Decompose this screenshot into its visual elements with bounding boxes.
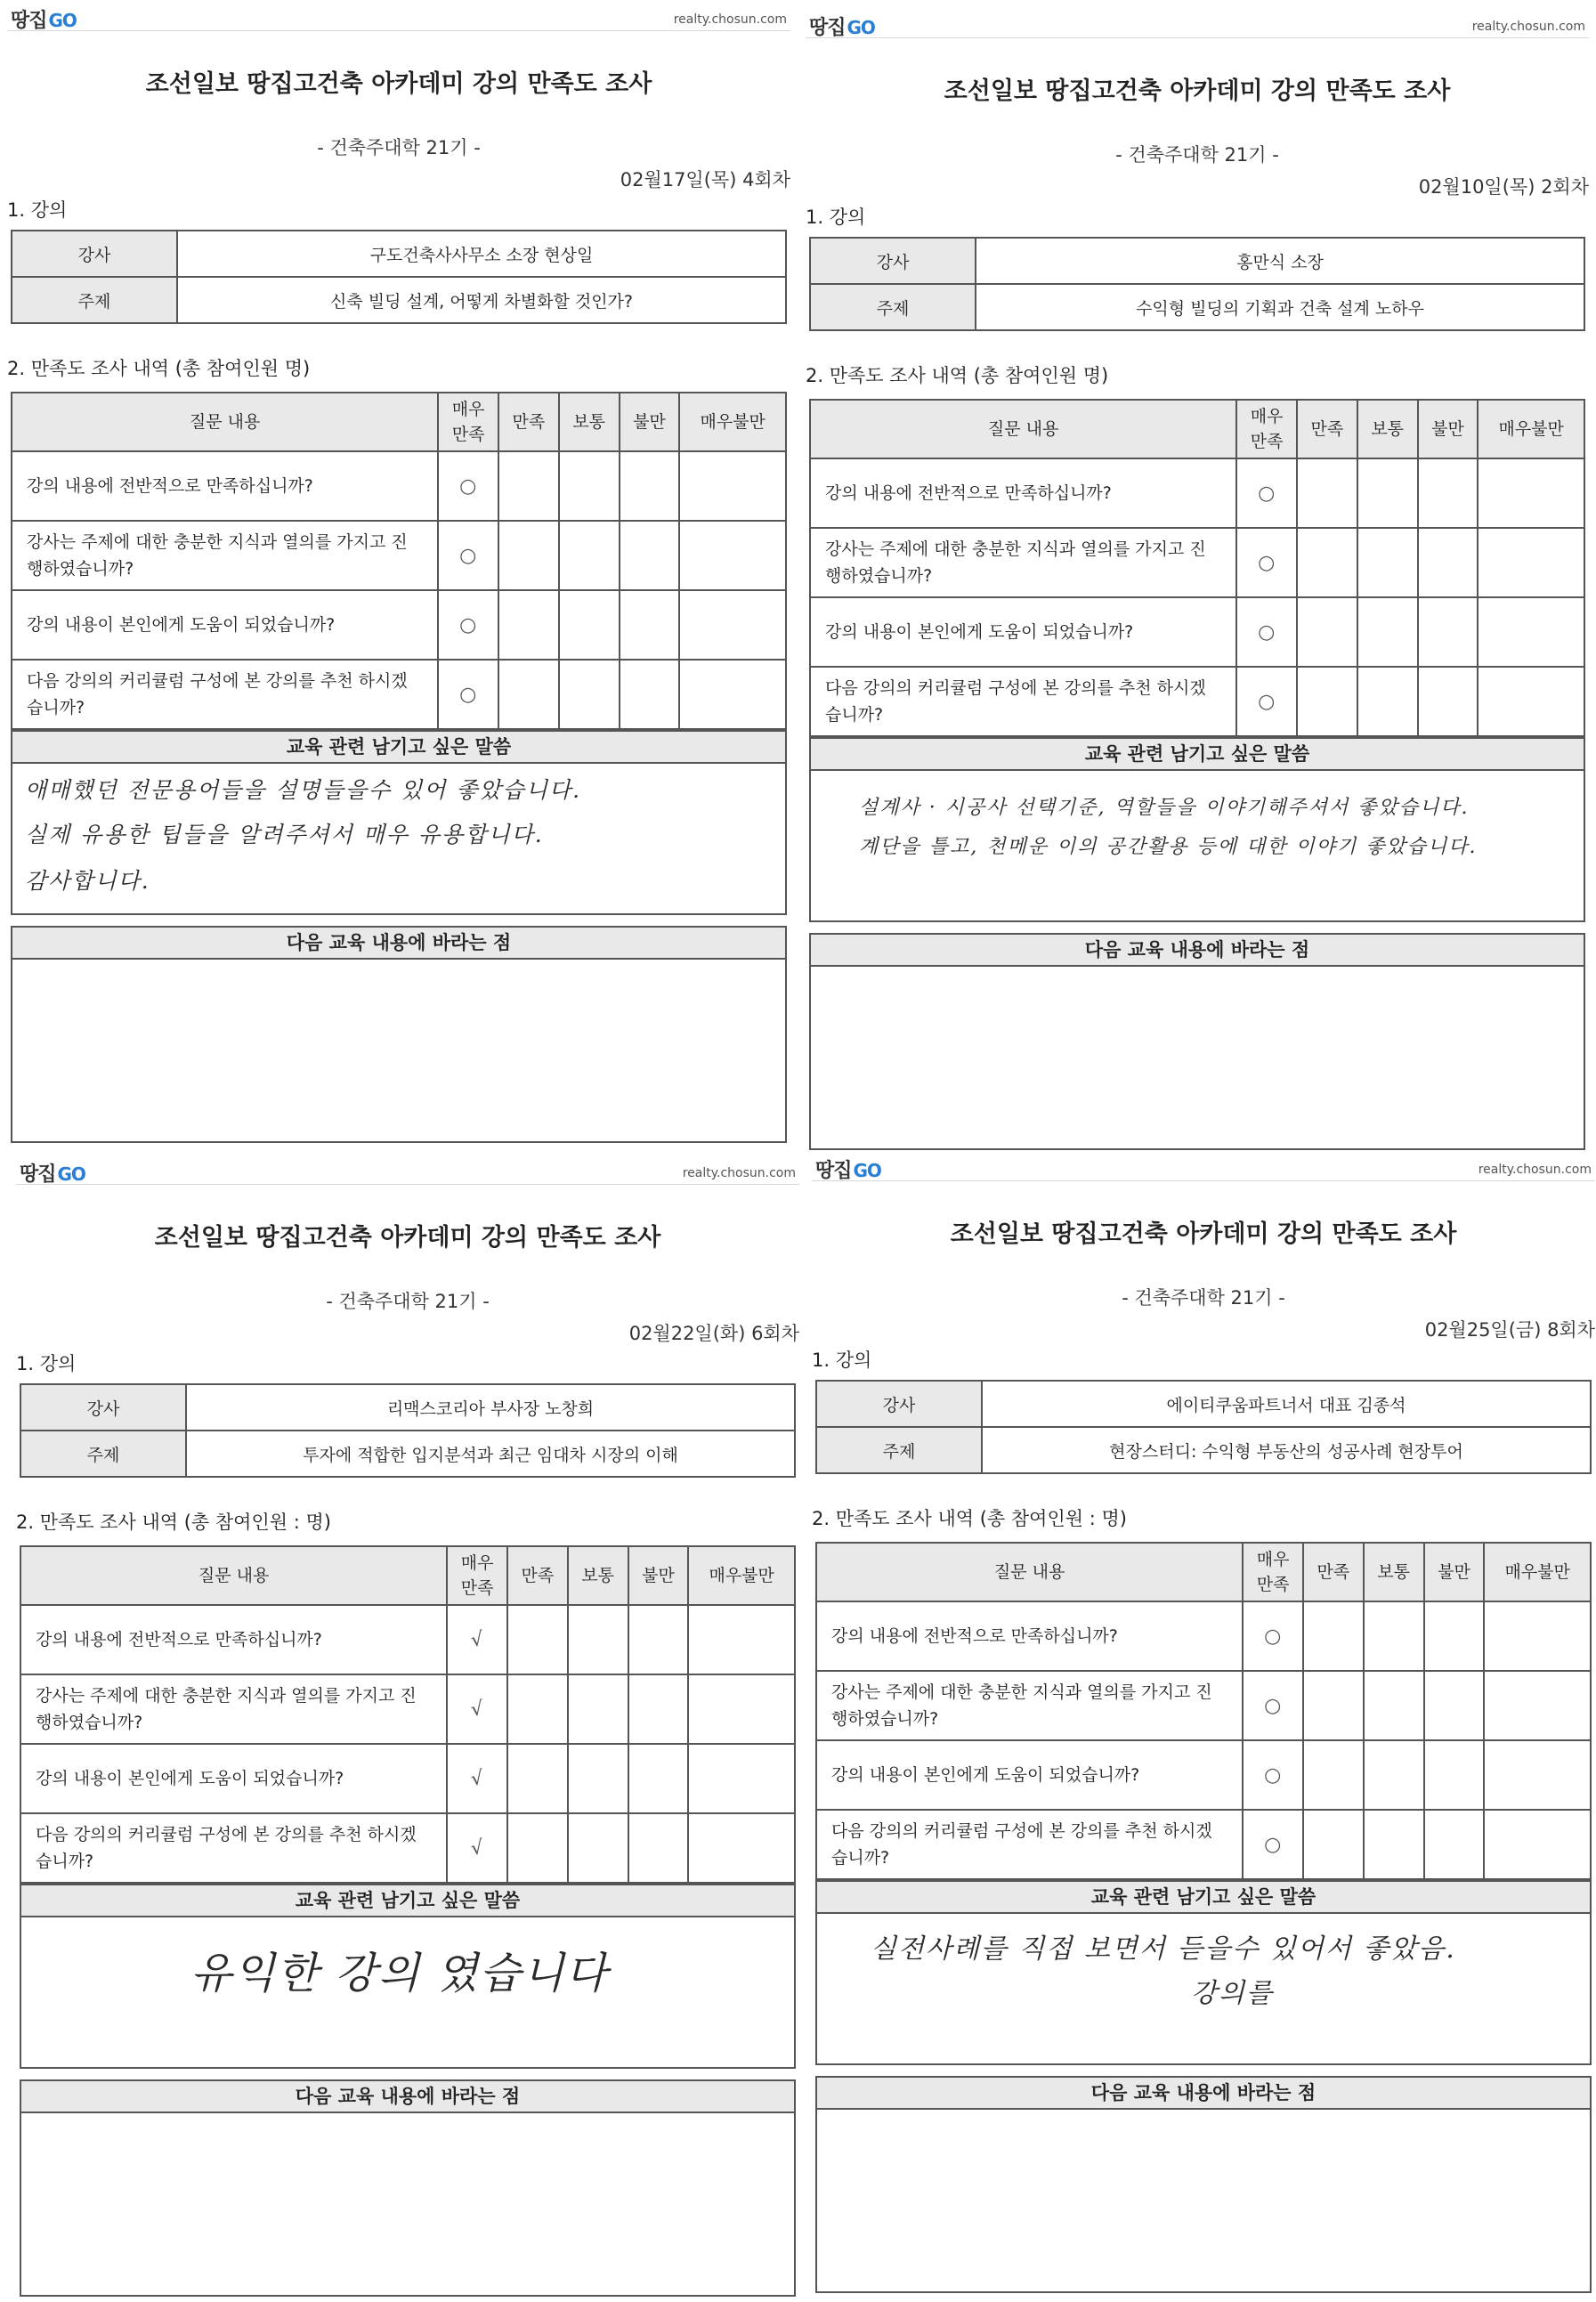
rating-cell[interactable]	[620, 451, 680, 521]
handwritten-comment: 실전사례를 직접 보면서 듣을수 있어서 좋았음.	[871, 1933, 1456, 1965]
rating-cell[interactable]	[1236, 597, 1297, 667]
question-text: 강사는 주제에 대한 충분한 지식과 열의를 가지고 진행하였습니까?	[20, 1674, 447, 1744]
section-satisfaction-heading: 2. 만족도 조사 내역 (총 참여인원 명)	[806, 365, 1109, 386]
rating-header: 매우 만족	[1243, 1543, 1303, 1601]
next-wishes-header: 다음 교육 내용에 바라는 점	[12, 928, 785, 960]
page-title: 조선일보 땅집고건축 아카데미 강의 만족도 조사	[154, 1224, 661, 1252]
rating-cell[interactable]	[1424, 1740, 1485, 1810]
handwritten-comment: 설계사 · 시공사 선택기준, 역할들을 이야기해주셔서 좋았습니다.	[859, 797, 1470, 819]
topic-label: 주제	[12, 277, 177, 323]
topic-label: 주제	[816, 1427, 982, 1473]
handwritten-comment: 감사합니다.	[25, 868, 150, 894]
logo	[809, 12, 875, 40]
handwritten-comment: 유익한 강의 였습니다	[190, 1949, 609, 1998]
instructor-label: 강사	[816, 1381, 982, 1427]
rating-cell[interactable]	[1303, 1671, 1364, 1740]
rating-cell[interactable]	[447, 1674, 507, 1744]
rating-cell[interactable]	[438, 660, 498, 729]
handwritten-comment: 애매했던 전문용어들을 설명들을수 있어 좋았습니다.	[25, 777, 582, 803]
question-row	[12, 660, 786, 729]
question-text: 강의 내용에 전반적으로 만족하십니까?	[810, 458, 1236, 528]
instructor-value: 리맥스코리아 부사장 노창희	[186, 1384, 795, 1431]
logo-text: 땅집	[20, 1163, 56, 1186]
instructor-value: 에이티쿠움파트너서 대표 김종석	[982, 1381, 1591, 1427]
comments-header: 교육 관련 남기고 싶은 말씀	[817, 1882, 1590, 1914]
lecture-info-table	[11, 230, 787, 324]
rating-cell[interactable]	[1418, 458, 1479, 528]
question-text: 다음 강의의 커리큘럼 구성에 본 강의를 추천 하시겠습니까?	[816, 1810, 1243, 1879]
question-row	[20, 1605, 795, 1674]
next-wishes-header: 다음 교육 내용에 바라는 점	[21, 2081, 794, 2113]
satisfaction-table	[11, 392, 787, 730]
handwritten-comment: 강의를	[1191, 1978, 1274, 2009]
handwritten-mark: ○	[458, 474, 479, 498]
logo	[815, 1155, 881, 1183]
survey-form-1	[7, 0, 790, 1148]
rating-cell[interactable]	[1364, 1740, 1424, 1810]
session-date: 02월17일(목) 4회차	[620, 169, 790, 190]
question-text: 강의 내용에 전반적으로 만족하십니까?	[20, 1605, 447, 1674]
rating-header: 보통	[559, 393, 620, 451]
section-lecture-heading: 1. 강의	[812, 1350, 872, 1371]
course-name: - 건축주대학 21기 -	[1115, 144, 1279, 166]
rating-cell[interactable]	[498, 451, 559, 521]
rating-cell[interactable]	[628, 1813, 689, 1883]
rating-header: 불만	[620, 393, 680, 451]
rating-cell[interactable]	[679, 521, 786, 590]
comments-header: 교육 관련 남기고 싶은 말씀	[12, 732, 785, 764]
handwritten-mark: ○	[458, 682, 479, 707]
rating-header: 보통	[1357, 400, 1418, 458]
rating-header: 만족	[1297, 400, 1357, 458]
logo-mark: GO	[48, 10, 77, 31]
section-lecture-heading: 1. 강의	[16, 1353, 77, 1374]
topic-value: 투자에 적합한 입지분석과 최근 임대차 시장의 이해	[186, 1431, 795, 1477]
rating-cell[interactable]	[620, 660, 680, 729]
rating-header: 매우불만	[1484, 1543, 1591, 1601]
instructor-value: 홍만식 소장	[976, 238, 1584, 284]
rating-header: 매우 만족	[447, 1546, 507, 1605]
satisfaction-table	[20, 1545, 796, 1884]
rating-cell[interactable]	[1297, 667, 1357, 736]
topic-label: 주제	[810, 284, 976, 330]
rating-cell[interactable]	[679, 590, 786, 660]
next-wishes-box	[20, 2079, 796, 2297]
handwritten-mark: ○	[1256, 550, 1277, 575]
header-bar	[16, 1154, 799, 1185]
logo-text: 땅집	[11, 10, 47, 32]
logo-text: 땅집	[815, 1160, 852, 1182]
question-text: 다음 강의의 커리큘럼 구성에 본 강의를 추천 하시겠습니까?	[20, 1813, 447, 1883]
question-text: 강의 내용에 전반적으로 만족하십니까?	[12, 451, 438, 521]
comments-header: 교육 관련 남기고 싶은 말씀	[21, 1885, 794, 1917]
topic-value: 신축 빌딩 설계, 어떻게 차별화할 것인가?	[177, 277, 786, 323]
instructor-label: 강사	[810, 238, 976, 284]
question-text: 강의 내용에 전반적으로 만족하십니까?	[816, 1601, 1243, 1671]
question-row	[816, 1671, 1591, 1740]
instructor-value: 구도건축사사무소 소장 현상일	[177, 231, 786, 277]
rating-cell[interactable]	[688, 1813, 795, 1883]
handwritten-mark: ○	[1262, 1624, 1284, 1649]
rating-header: 불만	[1424, 1543, 1485, 1601]
rating-header: 만족	[498, 393, 559, 451]
rating-cell[interactable]	[628, 1605, 689, 1674]
header-bar	[812, 1150, 1595, 1181]
page-title: 조선일보 땅집고건축 아카데미 강의 만족도 조사	[950, 1220, 1457, 1248]
section-satisfaction-heading: 2. 만족도 조사 내역 (총 참여인원 : 명)	[812, 1508, 1127, 1529]
rating-cell[interactable]	[1364, 1671, 1424, 1740]
comments-box	[815, 1880, 1592, 2065]
logo-mark: GO	[853, 1160, 881, 1181]
instructor-label: 강사	[12, 231, 177, 277]
question-row	[816, 1810, 1591, 1879]
rating-cell[interactable]	[1364, 1810, 1424, 1879]
handwritten-mark: √	[469, 1627, 485, 1652]
logo	[20, 1159, 85, 1187]
handwritten-mark: √	[469, 1766, 485, 1791]
rating-cell[interactable]	[688, 1744, 795, 1813]
survey-form-4	[812, 1150, 1595, 2298]
rating-header: 매우 만족	[438, 393, 498, 451]
rating-cell[interactable]	[1303, 1740, 1364, 1810]
rating-cell[interactable]	[1418, 597, 1479, 667]
rating-cell[interactable]	[1243, 1810, 1303, 1879]
rating-cell[interactable]	[1478, 528, 1584, 597]
comments-box	[11, 730, 787, 915]
rating-cell[interactable]	[498, 521, 559, 590]
rating-cell[interactable]	[1243, 1671, 1303, 1740]
question-header: 질문 내용	[12, 393, 438, 451]
rating-cell[interactable]	[1418, 528, 1479, 597]
rating-cell[interactable]	[1243, 1601, 1303, 1671]
rating-cell[interactable]	[679, 660, 786, 729]
topic-label: 주제	[20, 1431, 186, 1477]
rating-cell[interactable]	[688, 1605, 795, 1674]
lecture-info-table	[809, 237, 1585, 331]
rating-cell[interactable]	[507, 1744, 568, 1813]
question-text: 강의 내용이 본인에게 도움이 되었습니까?	[12, 590, 438, 660]
rating-cell[interactable]	[568, 1813, 628, 1883]
question-row	[20, 1813, 795, 1883]
section-satisfaction-heading: 2. 만족도 조사 내역 (총 참여인원 : 명)	[16, 1512, 331, 1533]
section-satisfaction-heading: 2. 만족도 조사 내역 (총 참여인원 명)	[7, 358, 311, 379]
comments-box	[809, 737, 1585, 922]
site-url: realty.chosun.com	[673, 12, 787, 27]
session-date: 02월10일(목) 2회차	[1418, 176, 1589, 198]
rating-cell[interactable]	[1357, 528, 1418, 597]
question-row	[12, 521, 786, 590]
rating-cell[interactable]	[628, 1744, 689, 1813]
lecture-info-table	[815, 1380, 1592, 1474]
rating-cell[interactable]	[438, 451, 498, 521]
site-url: realty.chosun.com	[1478, 1163, 1592, 1177]
rating-cell[interactable]	[1357, 458, 1418, 528]
rating-cell[interactable]	[447, 1813, 507, 1883]
satisfaction-table	[815, 1542, 1592, 1880]
topic-value: 수익형 빌딩의 기획과 건축 설계 노하우	[976, 284, 1584, 330]
next-wishes-box	[11, 926, 787, 1143]
course-name: - 건축주대학 21기 -	[1122, 1287, 1285, 1309]
rating-cell[interactable]	[1478, 667, 1584, 736]
rating-cell[interactable]	[1297, 597, 1357, 667]
rating-cell[interactable]	[1484, 1671, 1591, 1740]
rating-cell[interactable]	[559, 521, 620, 590]
rating-cell[interactable]	[1297, 458, 1357, 528]
rating-header: 불만	[1418, 400, 1479, 458]
handwritten-mark: ○	[1256, 620, 1277, 644]
question-text: 다음 강의의 커리큘럼 구성에 본 강의를 추천 하시겠습니까?	[12, 660, 438, 729]
rating-cell[interactable]	[498, 590, 559, 660]
rating-cell[interactable]	[498, 660, 559, 729]
rating-cell[interactable]	[1364, 1601, 1424, 1671]
rating-cell[interactable]	[447, 1744, 507, 1813]
question-row	[810, 458, 1584, 528]
question-text: 강의 내용이 본인에게 도움이 되었습니까?	[810, 597, 1236, 667]
section-lecture-heading: 1. 강의	[7, 199, 68, 221]
handwritten-mark: ○	[1256, 481, 1277, 506]
rating-header: 보통	[1364, 1543, 1424, 1601]
rating-cell[interactable]	[620, 521, 680, 590]
instructor-label: 강사	[20, 1384, 186, 1431]
rating-cell[interactable]	[1424, 1810, 1485, 1879]
satisfaction-table	[809, 399, 1585, 737]
course-name: - 건축주대학 21기 -	[317, 137, 481, 158]
question-row	[20, 1674, 795, 1744]
rating-cell[interactable]	[438, 590, 498, 660]
site-url: realty.chosun.com	[682, 1166, 796, 1180]
question-header: 질문 내용	[816, 1543, 1243, 1601]
next-wishes-box	[809, 933, 1585, 1150]
handwritten-mark: ○	[1262, 1832, 1284, 1857]
question-header: 질문 내용	[810, 400, 1236, 458]
rating-cell[interactable]	[1357, 597, 1418, 667]
question-row	[816, 1601, 1591, 1671]
handwritten-comment: 실제 유용한 팁들을 알려주셔서 매우 유용합니다.	[25, 822, 544, 847]
page-title: 조선일보 땅집고건축 아카데미 강의 만족도 조사	[944, 77, 1451, 105]
question-row	[12, 590, 786, 660]
session-date: 02월22일(화) 6회차	[628, 1323, 799, 1344]
question-row	[810, 528, 1584, 597]
next-wishes-header: 다음 교육 내용에 바라는 점	[817, 2078, 1590, 2110]
course-name: - 건축주대학 21기 -	[326, 1291, 490, 1312]
rating-cell[interactable]	[679, 451, 786, 521]
handwritten-mark: √	[469, 1697, 485, 1722]
handwritten-mark: √	[469, 1836, 485, 1860]
rating-cell[interactable]	[1418, 667, 1479, 736]
rating-cell[interactable]	[1236, 528, 1297, 597]
comments-box	[20, 1884, 796, 2069]
rating-cell[interactable]	[1243, 1740, 1303, 1810]
logo	[11, 5, 77, 33]
next-wishes-box	[815, 2076, 1592, 2293]
topic-value: 현장스터디: 수익형 부동산의 성공사례 현장투어	[982, 1427, 1591, 1473]
rating-header: 매우불만	[1478, 400, 1584, 458]
rating-cell[interactable]	[1484, 1810, 1591, 1879]
rating-header: 만족	[1303, 1543, 1364, 1601]
rating-cell[interactable]	[1357, 667, 1418, 736]
rating-cell[interactable]	[1424, 1671, 1485, 1740]
rating-cell[interactable]	[1303, 1601, 1364, 1671]
rating-cell[interactable]	[1484, 1740, 1591, 1810]
logo-text: 땅집	[809, 17, 846, 39]
page-title: 조선일보 땅집고건축 아카데미 강의 만족도 조사	[145, 70, 652, 98]
session-date: 02월25일(금) 8회차	[1424, 1319, 1595, 1341]
handwritten-mark: ○	[458, 543, 479, 568]
question-row	[810, 667, 1584, 736]
rating-cell[interactable]	[507, 1813, 568, 1883]
rating-cell[interactable]	[1424, 1601, 1485, 1671]
handwritten-mark: ○	[1256, 689, 1277, 714]
rating-cell[interactable]	[1478, 458, 1584, 528]
rating-header: 매우불만	[679, 393, 786, 451]
rating-cell[interactable]	[559, 451, 620, 521]
comments-header: 교육 관련 남기고 싶은 말씀	[811, 739, 1584, 771]
rating-cell[interactable]	[1236, 667, 1297, 736]
rating-cell[interactable]	[559, 660, 620, 729]
question-text: 강의 내용이 본인에게 도움이 되었습니까?	[816, 1740, 1243, 1810]
rating-cell[interactable]	[688, 1674, 795, 1744]
rating-header: 매우불만	[688, 1546, 795, 1605]
survey-form-2	[806, 7, 1589, 1155]
rating-cell[interactable]	[568, 1744, 628, 1813]
rating-header: 보통	[568, 1546, 628, 1605]
rating-cell[interactable]	[568, 1674, 628, 1744]
handwritten-comment: 계단을 틀고, 천메운 이의 공간활용 등에 대한 이야기 좋았습니다.	[859, 836, 1478, 858]
rating-header: 불만	[628, 1546, 689, 1605]
rating-cell[interactable]	[1303, 1810, 1364, 1879]
rating-cell[interactable]	[628, 1674, 689, 1744]
rating-cell[interactable]	[1478, 597, 1584, 667]
logo-mark: GO	[57, 1163, 85, 1185]
rating-cell[interactable]	[1484, 1601, 1591, 1671]
logo-mark: GO	[847, 17, 875, 38]
question-text: 강의 내용이 본인에게 도움이 되었습니까?	[20, 1744, 447, 1813]
rating-cell[interactable]	[1236, 458, 1297, 528]
rating-cell[interactable]	[507, 1605, 568, 1674]
header-bar	[7, 0, 790, 31]
question-row	[816, 1740, 1591, 1810]
survey-form-3	[16, 1154, 799, 2302]
rating-header: 만족	[507, 1546, 568, 1605]
rating-cell[interactable]	[447, 1605, 507, 1674]
header-bar	[806, 7, 1589, 38]
next-wishes-header: 다음 교육 내용에 바라는 점	[811, 935, 1584, 967]
handwritten-mark: ○	[1262, 1763, 1284, 1787]
handwritten-mark: ○	[1262, 1693, 1284, 1718]
question-row	[20, 1744, 795, 1813]
rating-header: 매우 만족	[1236, 400, 1297, 458]
rating-cell[interactable]	[568, 1605, 628, 1674]
site-url: realty.chosun.com	[1471, 20, 1585, 34]
question-text: 강사는 주제에 대한 충분한 지식과 열의를 가지고 진행하였습니까?	[12, 521, 438, 590]
rating-cell[interactable]	[438, 521, 498, 590]
rating-cell[interactable]	[507, 1674, 568, 1744]
question-header: 질문 내용	[20, 1546, 447, 1605]
lecture-info-table	[20, 1383, 796, 1478]
section-lecture-heading: 1. 강의	[806, 207, 866, 228]
question-text: 강사는 주제에 대한 충분한 지식과 열의를 가지고 진행하였습니까?	[816, 1671, 1243, 1740]
question-text: 강사는 주제에 대한 충분한 지식과 열의를 가지고 진행하였습니까?	[810, 528, 1236, 597]
rating-cell[interactable]	[559, 590, 620, 660]
rating-cell[interactable]	[620, 590, 680, 660]
handwritten-mark: ○	[458, 612, 479, 637]
question-row	[810, 597, 1584, 667]
question-row	[12, 451, 786, 521]
question-text: 다음 강의의 커리큘럼 구성에 본 강의를 추천 하시겠습니까?	[810, 667, 1236, 736]
rating-cell[interactable]	[1297, 528, 1357, 597]
